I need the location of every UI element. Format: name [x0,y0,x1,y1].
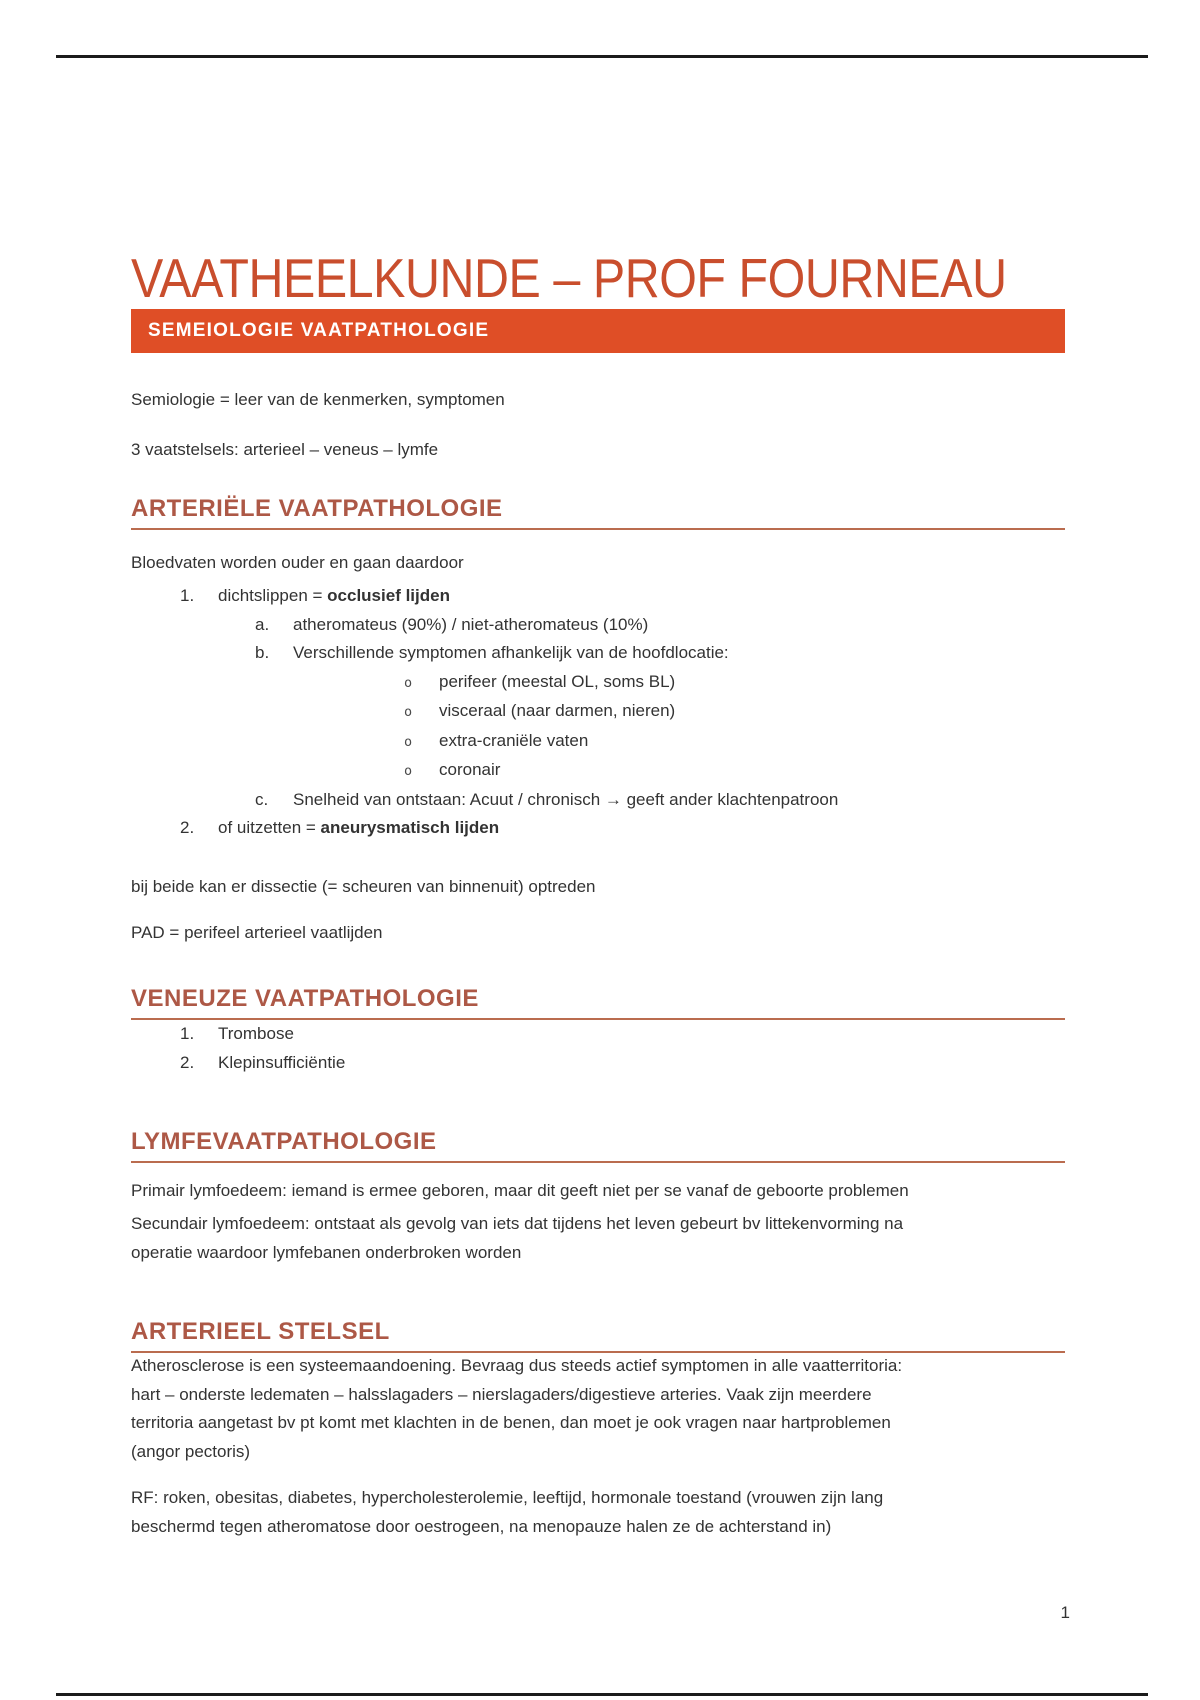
paragraph-line: (angor pectoris) [131,1441,251,1461]
list-item [131,697,1065,727]
list-number: 1. [180,1024,195,1043]
page-number: 1 [1060,1603,1070,1622]
banner-label: SEMEIOLOGIE VAATPATHOLOGIE [148,320,490,341]
paragraph-line: operatie waardoor lymfebanen onderbroken worden [131,1242,522,1262]
list-item [131,639,1065,668]
list-item [131,1020,1065,1049]
list-item [131,727,1065,757]
circle-bullet-icon: o [404,704,413,720]
paragraph: PAD = perifeel arterieel vaatlijden [131,923,383,942]
circle-bullet-icon: o [404,674,413,691]
list-item-text: coronair [439,760,501,779]
circle-bullet-icon: o [404,733,413,750]
list-number: 2. [180,1052,195,1072]
section-heading-arteriele-vaatpathologie: ARTERIËLE VAATPATHOLOGIE [131,496,1065,530]
paragraph: bij beide kan er dissectie (= scheuren van binnenuit) optreden [131,877,596,896]
veneus-list [131,1020,1065,1077]
list-item [131,1049,1065,1078]
list-item-text: perifeer (meestal OL, soms BL) [439,671,676,691]
paragraph: Bloedvaten worden ouder en gaan daardoor [131,553,464,572]
list-item [131,611,1065,640]
list-item-text: Klepinsufficiëntie [218,1052,346,1072]
list-item-text: Snelheid van ontstaan: Acuut / chronisch → geeft ander klachtenpatroon [293,789,839,809]
list-item-text: visceraal (naar darmen, nieren) [439,701,676,720]
list-item-bold-text: aneurysmatisch lijden [320,818,500,837]
list-letter: c. [255,789,269,809]
list-item-text: atheromateus (90%) / niet-atheromateus (10%) [293,614,649,634]
list-item [131,668,1065,698]
section-heading-arterieel-stelsel: ARTERIEEL STELSEL [131,1319,1065,1353]
list-item-text: dichtslippen = [218,586,328,605]
paragraph-line: RF: roken, obesitas, diabetes, hypercholesterolemie, leeftijd, hormonale toestand (vrouwen zijn lang [131,1488,884,1507]
intro-paragraph: 3 vaatstelsels: arterieel – veneus – lymfe [131,440,439,459]
paragraph-line: Atherosclerose is een systeemaandoening. Bevraag dus steeds actief symptomen in alle vaatterritoria: [131,1356,903,1375]
paragraph: Primair lymfoedeem: iemand is ermee geboren, maar dit geeft niet per se vanaf de geboorte problemen [131,1181,909,1200]
list-letter: a. [255,614,270,634]
page-title: VAATHEELKUNDE – PROF FOURNEAU [131,246,1007,309]
list-item [131,756,1065,786]
paragraph [131,1484,1065,1541]
list-item [131,814,1065,843]
arterieel-list [131,582,1065,843]
list-item [131,582,1065,611]
list-number: 1. [180,586,195,605]
list-item-text: extra-craniële vaten [439,730,589,750]
paragraph [131,1210,1065,1267]
list-item-bold-text: occlusief lijden [327,586,450,605]
paragraph-line: beschermd tegen atheromatose door oestrogeen, na menopauze halen ze de achterstand in) [131,1516,832,1536]
list-number: 2. [180,818,195,837]
top-divider [56,55,1148,58]
circle-bullet-icon: o [404,763,413,779]
list-item-text: Verschillende symptomen afhankelijk van de hoofdlocatie: [293,643,729,662]
paragraph [131,1352,1065,1466]
list-item [131,786,1065,815]
list-item-text: Trombose [218,1024,294,1043]
section-banner [131,309,1065,353]
list-letter: b. [255,643,270,662]
section-heading-veneuze-vaatpathologie: VENEUZE VAATPATHOLOGIE [131,986,1065,1020]
paragraph-line: hart – onderste ledematen – halsslagaders – nierslagaders/digestieve arteries. Vaak zijn meerdere [131,1384,872,1404]
list-item-text: of uitzetten = [218,818,321,837]
paragraph-line: Secundair lymfoedeem: ontstaat als gevolg van iets dat tijdens het leven gebeurt bv littekenvorming na [131,1214,904,1233]
bottom-divider [56,1693,1148,1696]
paragraph-line: territoria aangetast bv pt komt met klachten in de benen, dan moet je ook vragen naar hartproblemen [131,1413,891,1432]
section-heading-lymfevaatpathologie: LYMFEVAATPATHOLOGIE [131,1129,1065,1163]
intro-paragraph: Semiologie = leer van de kenmerken, symptomen [131,390,505,409]
